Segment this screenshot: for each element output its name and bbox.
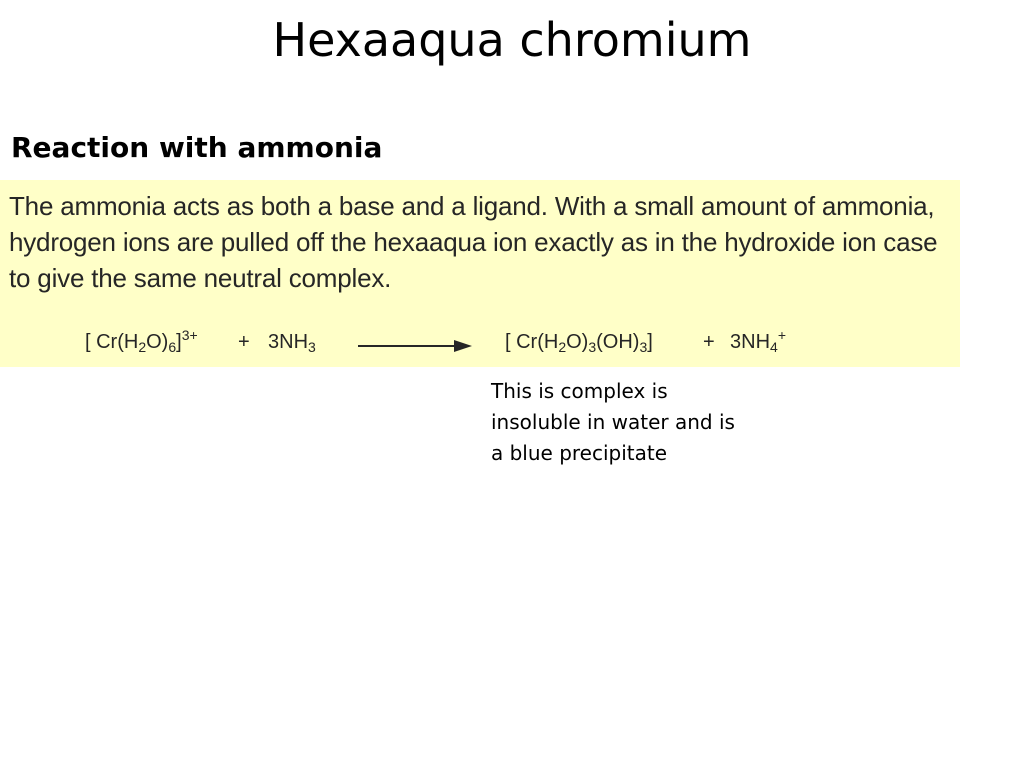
reactant-charge: 3+	[181, 327, 198, 343]
reactant-h-subscript: 2	[138, 339, 147, 355]
ammonium-charge: +	[777, 327, 786, 343]
reactant-complex-mid: O)	[146, 331, 169, 353]
ammonia-subscript: 3	[308, 339, 316, 355]
explanation-box	[0, 180, 960, 367]
reactant-complex-open: [ Cr(H	[85, 331, 139, 353]
explanation-text: The ammonia acts as both a base and a ligand. With a small amount of ammonia, hydrogen ions are pulled off the hexaaqua ion exactly as in the hydroxide ion case to give the same neutral complex.	[9, 191, 938, 293]
reactant-complex-close: ]	[176, 331, 182, 353]
reactant-complex	[85, 328, 198, 356]
slide-title: Hexaaqua chromium	[272, 13, 752, 67]
product-water-count: 3	[588, 339, 597, 355]
ammonia-formula: 3NH	[268, 331, 309, 353]
plus-sign: +	[238, 331, 250, 353]
product-h-subscript: 2	[558, 339, 567, 355]
ammonia-reagent	[268, 328, 316, 356]
section-heading: Reaction with ammonia	[11, 131, 383, 164]
ammonium-formula: 3NH	[730, 331, 771, 353]
product-complex-close: ]	[647, 331, 653, 353]
precipitate-note: This is complex is insoluble in water and is a blue precipitate	[491, 379, 735, 465]
product-complex-mid: O)	[566, 331, 589, 353]
product-hydroxide: (OH)	[596, 331, 640, 353]
product-complex-open: [ Cr(H	[505, 331, 559, 353]
ammonium-product	[730, 328, 786, 356]
reactant-water-count: 6	[168, 339, 177, 355]
product-hydroxide-count: 3	[639, 339, 648, 355]
ammonium-subscript: 4	[770, 339, 778, 355]
plus-sign: +	[703, 331, 715, 353]
product-complex	[505, 328, 653, 356]
right-arrow-icon	[358, 334, 478, 362]
